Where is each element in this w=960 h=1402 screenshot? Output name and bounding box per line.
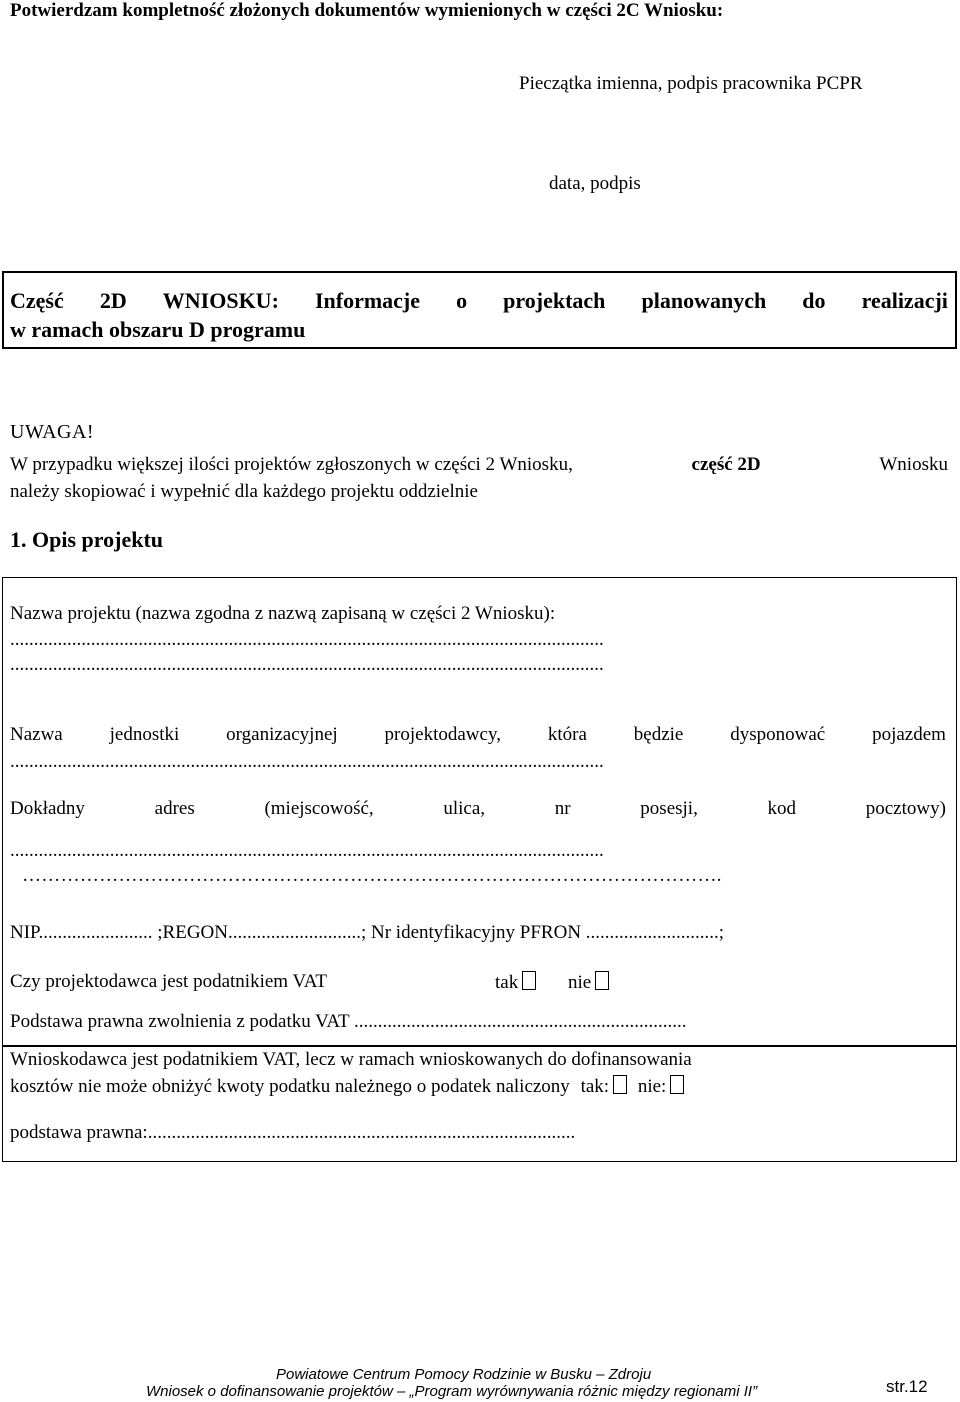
section-title-word: o	[456, 288, 468, 313]
address-label-word: posesji,	[640, 798, 698, 819]
warning-text-bold: część 2D	[691, 454, 761, 475]
unit-label-word: organizacyjnej	[226, 724, 338, 745]
vat-no-option[interactable]	[568, 971, 609, 994]
project-name-label: Nazwa projektu (nazwa zgodna z nazwą zapisaną w części 2 Wniosku):	[10, 603, 556, 624]
footer-document-title: Wniosek o dofinansowanie projektów – „Program wyrównywania różnic między regionami II”	[146, 1383, 758, 1400]
nip-regon-pfron-line[interactable]: NIP........................ ;REGON............................; Nr identyfikacyjny PFRON ............................;	[10, 922, 725, 943]
deduction-no-label: nie:	[637, 1076, 667, 1097]
deduction-line2	[10, 1075, 684, 1098]
deduction-yes-checkbox[interactable]	[613, 1075, 627, 1094]
footer-organization: Powiatowe Centrum Pomocy Rodzinie w Busku – Zdroju	[276, 1366, 652, 1383]
address-label-word: Dokładny	[10, 798, 85, 819]
deduction-yes-label: tak:	[580, 1076, 610, 1097]
unit-label-word: Nazwa	[10, 724, 63, 745]
deduction-line1: Wnioskodawca jest podatnikiem VAT, lecz w ramach wnioskowanych do dofinansowania	[10, 1049, 692, 1070]
address-field[interactable]: .............................................................................................................................	[10, 840, 604, 861]
unit-label-word: projektodawcy,	[384, 724, 501, 745]
unit-label-word: dysponować	[730, 724, 826, 745]
address-label-word: kod	[767, 798, 797, 819]
section-title-line2: w ramach obszaru D programu	[10, 317, 306, 342]
address-field-continuation[interactable]: ……………………………………………………………………………………………….	[22, 865, 722, 886]
warning-label: UWAGA!	[10, 421, 95, 443]
vat-exemption-line[interactable]: Podstawa prawna zwolnienia z podatku VAT ......................................................................	[10, 1011, 687, 1032]
section-title-word: projektach	[503, 288, 606, 313]
section-title-word: 2D	[99, 288, 127, 313]
vat-yes-option[interactable]	[495, 971, 536, 994]
warning-line2: należy skopiować i wypełnić dla każdego projektu oddzielnie	[10, 481, 478, 502]
project-name-field-2[interactable]: .............................................................................................................................	[10, 654, 604, 675]
unit-name-field[interactable]: .............................................................................................................................	[10, 751, 604, 772]
unit-label-word: jednostki	[109, 724, 180, 745]
deduction-no-checkbox[interactable]	[670, 1075, 684, 1094]
vat-no-checkbox[interactable]	[595, 971, 609, 990]
address-label-word: nr	[554, 798, 571, 819]
address-label-word: pocztowy)	[865, 798, 946, 819]
deduction-text: kosztów nie może obniżyć kwoty podatku należnego o podatek naliczony	[10, 1076, 570, 1097]
address-label-word: adres	[154, 798, 195, 819]
unit-label-word: która	[547, 724, 587, 745]
section-title-word: WNIOSKU:	[162, 288, 279, 313]
section-title-word: Część	[10, 288, 64, 313]
unit-name-label	[10, 724, 946, 746]
confirmation-heading: Potwierdzam kompletność złożonych dokumentów wymienionych w części 2C Wniosku:	[10, 0, 724, 21]
project-name-field-1[interactable]: .............................................................................................................................	[10, 629, 604, 650]
vat-question: Czy projektodawca jest podatnikiem VAT	[10, 971, 327, 992]
section-title-word: do	[802, 288, 826, 313]
warning-text-after: Wniosku	[879, 454, 948, 475]
form-divider	[2, 1045, 957, 1047]
legal-basis-line[interactable]: podstawa prawna:..........................................................................................	[10, 1122, 576, 1143]
section-title-word: realizacji	[861, 288, 948, 313]
section-title-word: planowanych	[641, 288, 767, 313]
section-title-line1	[10, 288, 948, 314]
address-label-word: ulica,	[443, 798, 486, 819]
unit-label-word: będzie	[633, 724, 684, 745]
warning-line1	[10, 454, 948, 476]
date-signature-label: data, podpis	[549, 173, 641, 194]
project-description-heading: 1. Opis projektu	[10, 527, 164, 552]
page-number: str.12	[886, 1377, 928, 1396]
address-label-word: (miejscowość,	[264, 798, 374, 819]
stamp-signature-label: Pieczątka imienna, podpis pracownika PCPR	[519, 73, 863, 94]
vat-no-label: nie	[568, 972, 592, 993]
vat-yes-label: tak	[495, 972, 519, 993]
section-title-word: Informacje	[314, 288, 421, 313]
warning-text-before: W przypadku większej ilości projektów zgłoszonych w części 2 Wniosku,	[10, 454, 573, 475]
unit-label-word: pojazdem	[872, 724, 946, 745]
vat-yes-checkbox[interactable]	[522, 971, 536, 990]
address-label	[10, 798, 946, 820]
